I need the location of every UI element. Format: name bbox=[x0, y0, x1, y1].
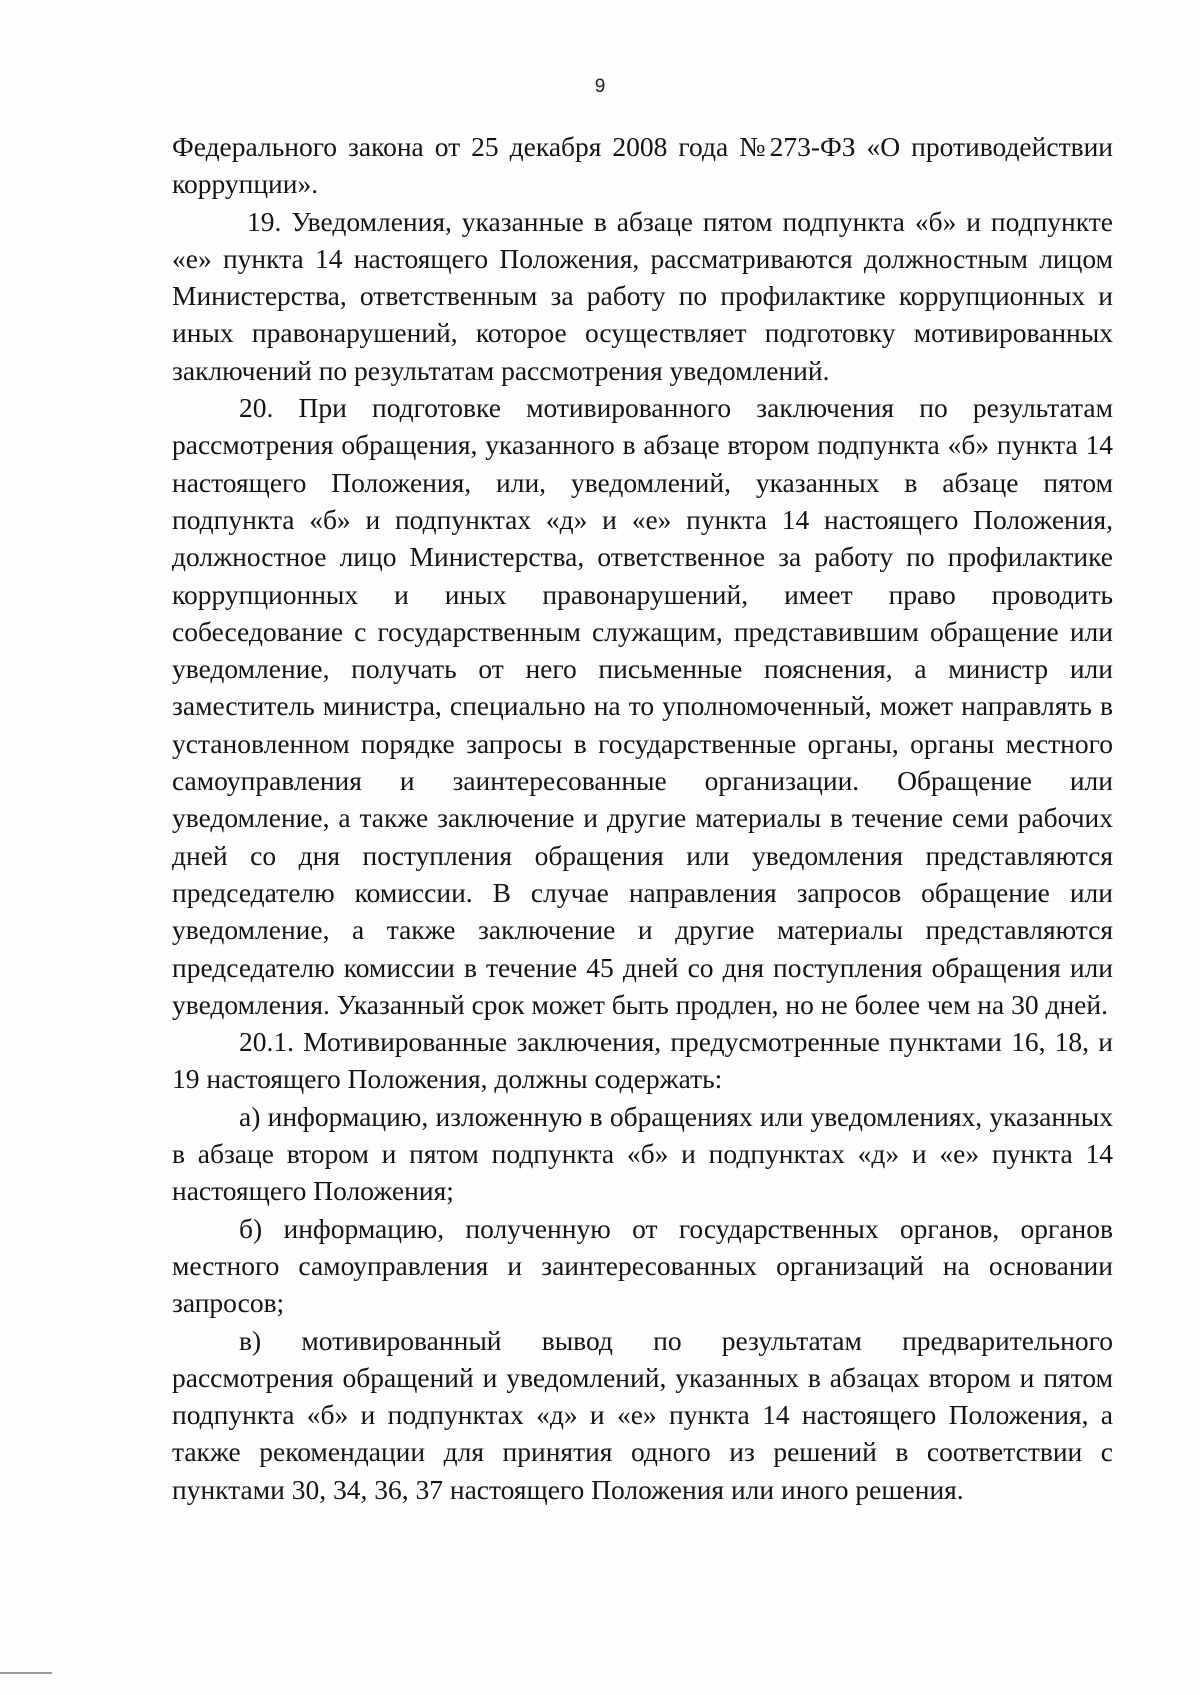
scan-edge-mark bbox=[0, 1672, 52, 1674]
page-number: 9 bbox=[594, 76, 606, 97]
paragraph-continuation: Федерального закона от 25 декабря 2008 года №273-ФЗ «О противодействии коррупции». bbox=[172, 131, 1113, 200]
document-body bbox=[172, 128, 1113, 1508]
paragraph-20-1-a: а) информацию, изложенную в обращениях или уведомлениях, указанных в абзаце втором и пятом подпункта «б» и подпунктах «д» и «е» пункта 14 настоящего Положения; bbox=[172, 1100, 1113, 1207]
paragraph-20-1-v: в) мотивированный вывод по результатам предварительного рассмотрения обращений и уведомлений, указанных в абзацах втором и пятом подпункта «б» и подпунктах «д» и «е» пункта 14 настоящего Положения, а также рекомендации для принятия одного из решений в соответствии с пунктами 30, 34, 36, 37 настоящего Положения или иного решения. bbox=[172, 1324, 1113, 1505]
paragraph-20-1-b: б) информацию, полученную от государственных органов, органов местного самоуправления и заинтересованных организаций на основании запросов; bbox=[172, 1212, 1113, 1319]
paragraph-20: 20. При подготовке мотивированного заключения по результатам рассмотрения обращения, указанного в абзаце втором подпункта «б» пункта 14 настоящего Положения, или, уведомлений, указанных в абзаце пятом подпункта «б» и подпунктах «д» и «е» пункта 14 настоящего Положения, должностное лицо Министерства, ответственное за работу по профилактике коррупционных и иных правонарушений, имеет право проводить собеседование с государственным служащим, представившим обращение или уведомление, получать от него письменные пояснения, а министр или заместитель министра, специально на то уполномоченный, может направлять в установленном порядке запросы в государственные органы, органы местного самоуправления и заинтересованные организации. Обращение или уведомление, а также заключение и другие материалы в течение семи рабочих дней со дня поступления обращения или уведомления представляются председателю комиссии. В случае направления запросов обращение или уведомление, а также заключение и другие материалы представляются председателю комиссии в течение 45 дней со дня поступления обращения или уведомления. Указанный срок может быть продлен, но не более чем на 30 дней. bbox=[172, 392, 1113, 1020]
paragraph-20-1: 20.1. Мотивированные заключения, предусмотренные пунктами 16, 18, и 19 настоящего Положения, должны содержать: bbox=[172, 1026, 1113, 1095]
paragraph-19: 19. Уведомления, указанные в абзаце пятом подпункта «б» и подпункте «е» пункта 14 настоящего Положения, рассматриваются должностным лицом Министерства, ответственным за работу по профилактике коррупционных и иных правонарушений, которое осуществляет подготовку мотивированных заключений по результатам рассмотрения уведомлений. bbox=[172, 205, 1113, 386]
